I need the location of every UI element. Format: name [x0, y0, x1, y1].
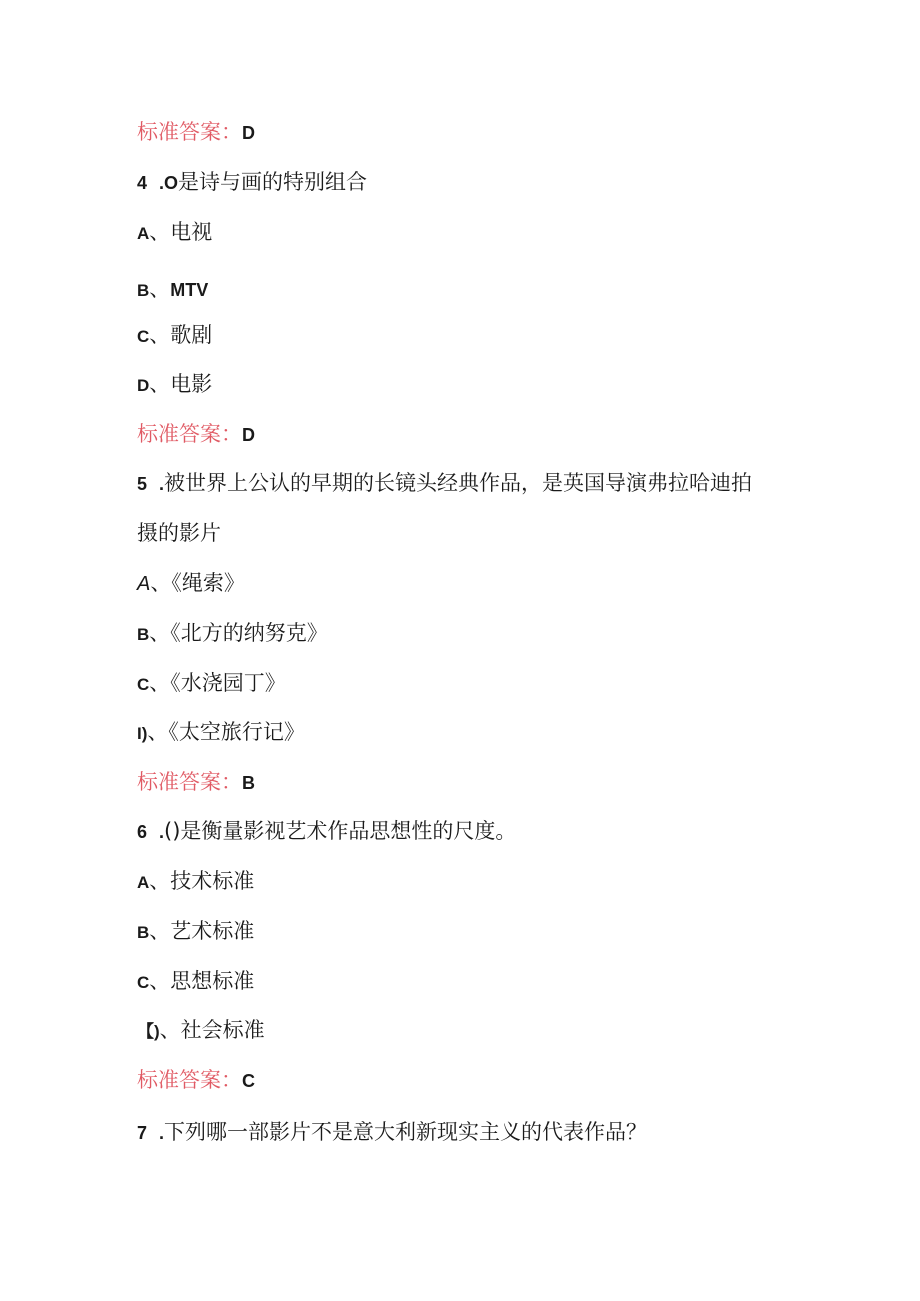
option-text: 社会标准 — [180, 1018, 265, 1042]
option-separator: 、 — [149, 969, 171, 993]
question-number: 6 — [137, 822, 148, 842]
option-text: 《绳索》 — [171, 571, 245, 595]
question-text-continued: 摄的影片 — [137, 521, 221, 545]
option-separator: 、 — [150, 571, 172, 595]
answer-label: 标准答案： — [137, 770, 242, 794]
option-text: 技术标准 — [170, 869, 255, 893]
option-key: A — [137, 573, 151, 595]
option-key: A — [137, 873, 150, 892]
option-text: 《太空旅行记》 — [168, 720, 305, 744]
option-separator: 、 — [149, 869, 171, 893]
option-key: I) — [137, 724, 148, 743]
question-text: 下列哪一部影片不是意大利新现实主义的代表作品？ — [164, 1120, 648, 1144]
option-separator: 、 — [149, 277, 171, 301]
option-4a — [137, 217, 212, 247]
option-key: B — [137, 281, 150, 300]
question-5 — [137, 468, 752, 498]
option-5d — [137, 717, 305, 747]
option-key: D — [137, 376, 150, 395]
answer-line-4 — [137, 419, 255, 449]
answer-line-3 — [137, 117, 255, 147]
answer-value: C — [242, 1071, 255, 1091]
option-text: 《北方的纳努克》 — [170, 621, 328, 645]
answer-value: D — [242, 425, 255, 445]
option-separator: 、 — [149, 621, 171, 645]
option-key: C — [137, 973, 150, 992]
question-text: 是诗与画的特别组合 — [178, 170, 368, 194]
question-prefix: . — [159, 822, 165, 842]
option-5c — [137, 668, 286, 698]
option-key: B — [137, 923, 150, 942]
option-text: 歌剧 — [170, 323, 213, 347]
answer-label: 标准答案： — [137, 422, 242, 446]
option-separator: 、 — [149, 220, 171, 244]
option-5a — [137, 568, 245, 598]
option-6c — [137, 966, 254, 996]
option-4b — [137, 274, 208, 304]
option-text: 艺术标准 — [170, 919, 255, 943]
option-separator: 、 — [149, 323, 171, 347]
option-5b — [137, 618, 328, 648]
question-text: ()是衡量影视艺术作品思想性的尺度。 — [164, 819, 517, 843]
question-prefix: .O — [159, 173, 179, 193]
question-4 — [137, 167, 367, 197]
option-4d — [137, 369, 212, 399]
option-separator: 、 — [149, 671, 171, 695]
answer-line-6 — [137, 1065, 255, 1095]
question-5-continued — [137, 518, 221, 548]
question-7 — [137, 1117, 647, 1147]
option-key: A — [137, 224, 150, 243]
option-key: 【) — [137, 1022, 160, 1041]
option-6d — [137, 1015, 265, 1045]
option-text: 思想标准 — [170, 969, 255, 993]
option-6b — [137, 916, 254, 946]
option-text: MTV — [170, 280, 209, 300]
option-separator: 、 — [147, 720, 169, 744]
question-6 — [137, 816, 516, 846]
option-key: C — [137, 327, 150, 346]
option-text: 《水浇园丁》 — [170, 671, 286, 695]
option-4c — [137, 320, 212, 350]
answer-label: 标准答案： — [137, 120, 242, 144]
option-text: 电视 — [170, 220, 213, 244]
option-6a — [137, 866, 254, 896]
option-key: C — [137, 675, 150, 694]
question-prefix: . — [159, 474, 165, 494]
question-number: 7 — [137, 1123, 148, 1143]
option-text: 电影 — [170, 372, 213, 396]
option-separator: 、 — [149, 919, 171, 943]
option-separator: 、 — [149, 372, 171, 396]
answer-value: B — [242, 773, 255, 793]
answer-value: D — [242, 123, 255, 143]
answer-label: 标准答案： — [137, 1068, 242, 1092]
question-prefix: . — [159, 1123, 165, 1143]
question-text: 被世界上公认的早期的长镜头经典作品，是英国导演弗拉哈迪拍 — [164, 471, 753, 495]
answer-line-5 — [137, 767, 255, 797]
question-number: 4 — [137, 173, 148, 193]
option-separator: 、 — [159, 1018, 181, 1042]
option-key: B — [137, 625, 150, 644]
question-number: 5 — [137, 474, 148, 494]
